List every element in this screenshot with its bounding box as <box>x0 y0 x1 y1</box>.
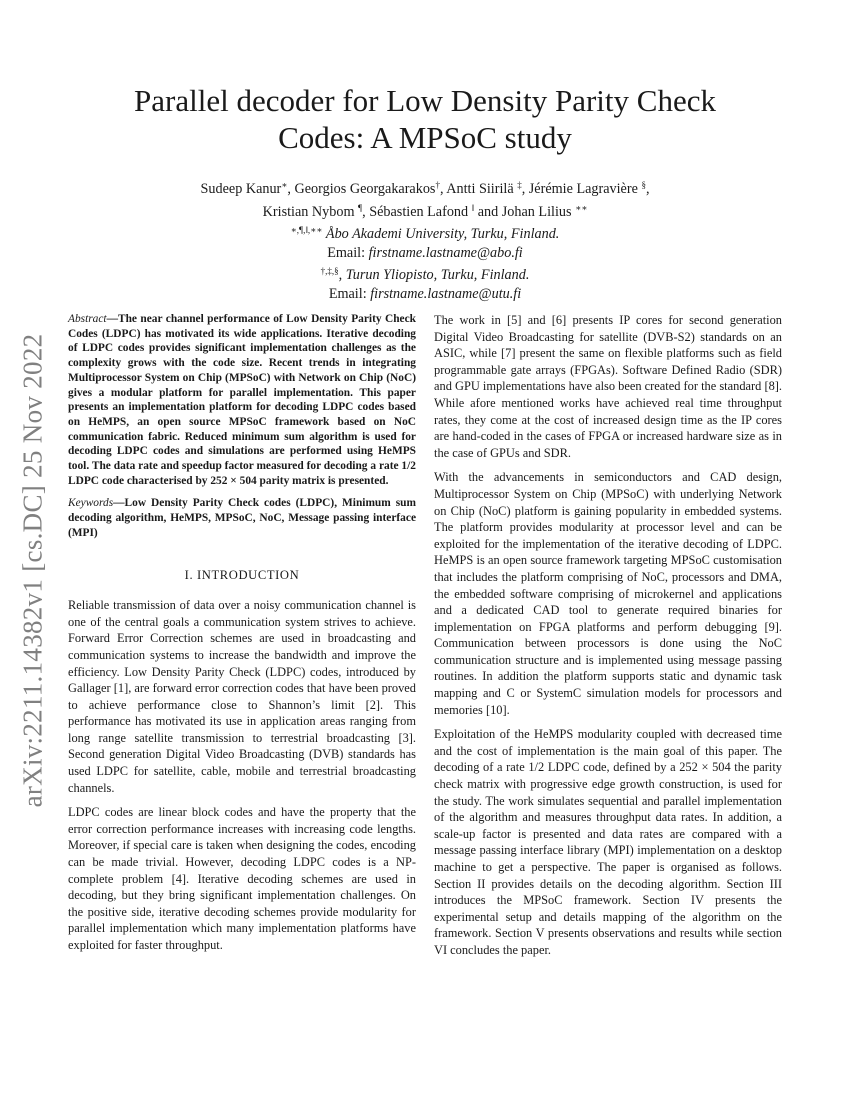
author-name: Sudeep Kanur <box>200 181 282 197</box>
author-block <box>80 176 770 303</box>
paragraph: With the advancements in semiconductors and CAD design, Multiprocessor System on Chip (MPSoC) with underlying Network on Chip (NoC) platform is gaining popularity in embedded systems. The platform provides modularity at processor level and can be exploited for the implementation of the iterative decoding of LDPC. HeMPS is an open source framework targeting MPSoC customisation that includes the platform comprising of NoC, processors and DMA, the embedded software comprising of microkernel and applications and a dedicated CAD tool to generate required binaries for implementation on FPGA platforms and perform debugging [9]. Communication between processors is done using the NoC communication structure and is implemented using message passing routines. In addition the platform supports static and dynamic task mapping and C or SystemC simulation models for processors and memories [10]. <box>434 470 782 717</box>
author-name: , Jérémie Lagravière <box>521 181 642 197</box>
paragraph: Exploitation of the HeMPS modularity coupled with decreased time and the cost of implementation is the main goal of this paper. The decoding of a rate 1/2 LDPC code, defined by a 252 × 504 the parity check matrix with progressive edge growth construction, is used for the study. The work simulates sequential and parallel implementation of the algorithm and measures throughput data rates. In addition, a scale-up factor is presented and data rates are compared with a message passing interface library (MPI) implementation on a desktop machine to get a perspective. The paper is organised as follows. Section II provides details on the decoding algorithm. Section III introduces the MPSoC framework. Section IV presents the experimental setup and details mapping of the algorithm on the framework. Section V presents observations and results while section VI concludes the paper. <box>434 727 782 957</box>
author-mark: ∗∗ <box>575 202 588 213</box>
abstract-label: Abstract <box>68 313 107 325</box>
keywords-text: —Low Density Parity Check codes (LDPC), Minimum sum decoding algorithm, HeMPS, MPSoC, NoC, Message passing interface (MPI) <box>68 497 416 539</box>
affiliation-2 <box>80 262 770 285</box>
paragraph: The work in [5] and [6] presents IP cores for second generation Digital Video Broadcasting for satellite (DVB-S2) standards on an ASIC, while [7] present the same on flexible platforms such as field programmable gate arrays (FPGAs). Software Defined Radio (SDR) and GPU implementations have also been created for the standard [8]. While afore mentioned works have achieved real time throughput rates, they come at the cost of increased design time as the IP cores are hand-coded in the cases of FPGA or increased hardware size as in the case of GPUs and SDR. <box>434 313 782 460</box>
section-heading: I. INTRODUCTION <box>184 567 300 582</box>
author-name: Kristian Nybom <box>262 203 359 220</box>
abstract-text: —The near channel performance of Low Density Parity Check Codes (LDPC) has motivated its wide applications. Iterative decoding of LDPC codes provides significant implementation challenges as the complexity grows with the code size. Recent trends in integrating Multiprocessor System on Chip (MPSoC) with Network on Chip (NoC) gives a modular platform for parallel implementation. This paper presents an implementation platform for decoding LDPC codes based on HeMPS, an open source MPSoC framework based on NoC communication fabric. Reduced minimum sum algorithm is used for decoding LDPC codes and simulations are performed using HeMPS tool. The data rate and speedup factor measured for decoding a rate 1/2 LDPC code characterised by 252 × 504 parity matrix is presented. <box>68 313 416 487</box>
author-mark: ¶ <box>358 202 363 213</box>
email-line-2 <box>80 285 770 304</box>
author-separator: , <box>645 181 650 197</box>
abstract <box>68 312 416 488</box>
author-name: and Johan Lilius <box>474 203 576 220</box>
arxiv-id-text: arXiv:2211.14382v1 [cs.DC] 25 Nov 2022 <box>17 333 48 807</box>
title-line-2: Codes: A MPSoC study <box>278 120 572 155</box>
author-name: , Antti Siirilä <box>439 181 518 197</box>
authors-line-1 <box>80 176 770 199</box>
affiliation-1 <box>80 221 770 244</box>
author-mark: † <box>435 180 440 190</box>
affiliation-name: Åbo Akademi University, Turku, Finland. <box>322 226 560 242</box>
email-address: firstname.lastname@utu.fi <box>370 285 522 302</box>
author-mark: ∗ <box>281 180 288 190</box>
email-label: Email: <box>327 244 369 261</box>
author-mark: § <box>641 180 646 190</box>
email-line-1 <box>80 244 770 263</box>
affiliation-marks: ∗,¶,‖,∗∗ <box>290 225 323 235</box>
affiliation-name: , Turun Yliopisto, Turku, Finland. <box>338 267 530 283</box>
author-mark: ‖ <box>471 202 475 213</box>
email-address: firstname.lastname@abo.fi <box>368 244 523 261</box>
title-line-1: Parallel decoder for Low Density Parity Check <box>134 83 716 118</box>
author-name: , Sébastien Lafond <box>362 203 472 220</box>
affiliation-marks: †,‡,§ <box>320 266 339 276</box>
email-label: Email: <box>328 285 371 302</box>
paragraph: LDPC codes are linear block codes and have the property that the error correction performance increases with increasing code lengths. Moreover, if special care is taken when designing the codes, encoding can be made trivial. However, decoding LDPC codes is a NP-complete problem [4]. Iterative decoding schemes are used in decoding, but they bring significant implementation challenges. On the positive side, iterative decoding schemes provide modularity for parallel implementation which many implementation platforms have exploited for faster throughput. <box>68 805 416 953</box>
left-column <box>68 312 416 962</box>
author-mark: ‡ <box>517 180 522 190</box>
keywords-label: Keywords <box>68 497 114 510</box>
paper-title <box>80 82 770 156</box>
keywords <box>68 496 416 540</box>
arxiv-identifier <box>2 290 64 850</box>
authors-line-2 <box>80 199 770 222</box>
paragraph: Reliable transmission of data over a noisy communication channel is one of the central goals a communication system strives to achieve. Forward Error Correction schemes are used in broadcasting and communication systems to increase the bandwidth and improve the efficiency. Low Density Parity Check (LDPC) codes, introduced by Gallager [1], are forward error correction codes that have been proved to achieve performance close to Shannon’s limit [2]. This performance has motivated its use in application areas ranging from long range satellite transmission to terrestrial broadcasting [3]. Second generation Digital Video Broadcasting (DVB) standards has used LDPC for satellite, cable, mobile and terrestrial broadcasting channels. <box>68 598 416 795</box>
author-name: , Georgios Georgakarakos <box>287 181 436 197</box>
right-column <box>434 312 782 967</box>
